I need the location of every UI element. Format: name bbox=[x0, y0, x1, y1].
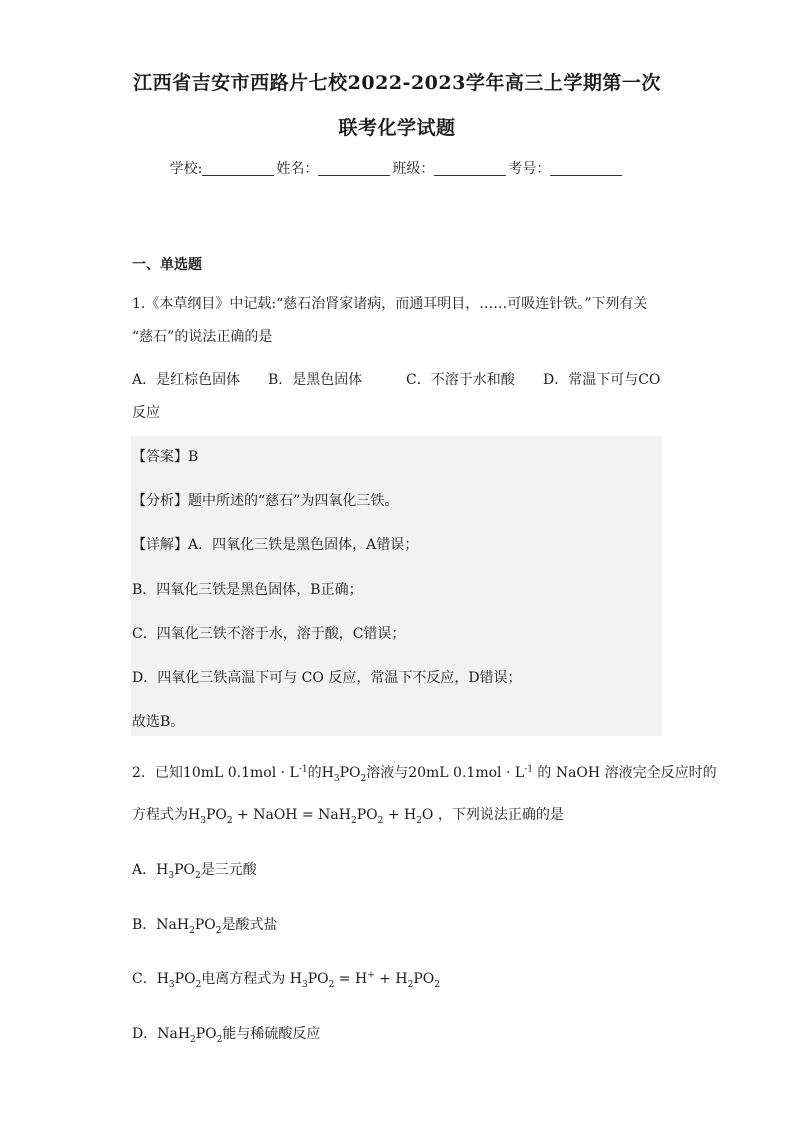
q2-option-b: B．$NaH_2PO_2$是酸式盐 bbox=[132, 917, 278, 936]
q1-detail-d: D．四氧化三铁高温下可与 CO 反应，常温下不反应，D错误； bbox=[132, 670, 522, 686]
q2-stem-line1: 2．已知10mL $0.1mol \cdot L^{-1}$的$H_3PO_2$溶液与20mL $0.1mol \cdot L^{-1}$ 的 NaOH 溶液完全反应时的 bbox=[132, 764, 717, 784]
q2-option-c: C．$H_3PO_2$电离方程式为 $H_3PO_2 = H^+ + H_2PO_2$ bbox=[132, 970, 440, 990]
school-blank bbox=[202, 161, 274, 176]
q1-stem-line1: 1.《本草纲目》中记载:“慈石治肾家诸病，而通耳明目，……可吸连针铁。”下列有关 bbox=[132, 296, 648, 312]
q1-option-c: C．不溶于水和酸 bbox=[406, 372, 515, 388]
document-title-line2: 联考化学试题 bbox=[338, 117, 456, 139]
section-heading: 一、单选题 bbox=[132, 257, 202, 273]
class-label: 班级： bbox=[392, 161, 435, 177]
number-blank bbox=[550, 161, 622, 176]
q1-detail-b: B．四氧化三铁是黑色固体，B正确； bbox=[132, 582, 363, 598]
student-info-line bbox=[0, 158, 794, 178]
q2-option-d: D．$NaH_2PO_2$能与稀硫酸反应 bbox=[132, 1026, 321, 1045]
q1-detail-a: 【详解】A．四氧化三铁是黑色固体，A错误； bbox=[132, 537, 419, 553]
school-label: 学校: bbox=[169, 161, 203, 177]
document-title-line1: 江西省吉安市西路片七校2022-2023学年高三上学期第一次 bbox=[133, 72, 661, 94]
name-blank bbox=[318, 161, 390, 176]
name-label: 姓名： bbox=[276, 161, 319, 177]
number-label: 考号： bbox=[508, 161, 551, 177]
q1-conclusion: 故选B。 bbox=[132, 714, 185, 730]
q1-option-d: D．常温下可与CO bbox=[543, 372, 661, 388]
q1-stem-line2: “慈石”的说法正确的是 bbox=[132, 329, 273, 345]
q1-answer: 【答案】B bbox=[132, 449, 199, 465]
q2-stem-line2: 方程式为$H_3PO_2$ + NaOH = $NaH_2PO_2 + H_2O$ ，下列说法正确的是 bbox=[132, 807, 564, 826]
q1-option-d-cont: 反应 bbox=[132, 405, 160, 421]
q1-analysis: 【分析】题中所述的“慈石”为四氧化三铁。 bbox=[132, 493, 399, 509]
q1-option-b: B．是黑色固体 bbox=[268, 372, 363, 388]
q1-option-a: A．是红棕色固体 bbox=[132, 372, 241, 388]
class-blank bbox=[434, 161, 506, 176]
q2-option-a: A．$H_3PO_2$是三元酸 bbox=[132, 862, 257, 881]
q1-detail-c: C．四氧化三铁不溶于水，溶于酸，C错误； bbox=[132, 626, 406, 642]
